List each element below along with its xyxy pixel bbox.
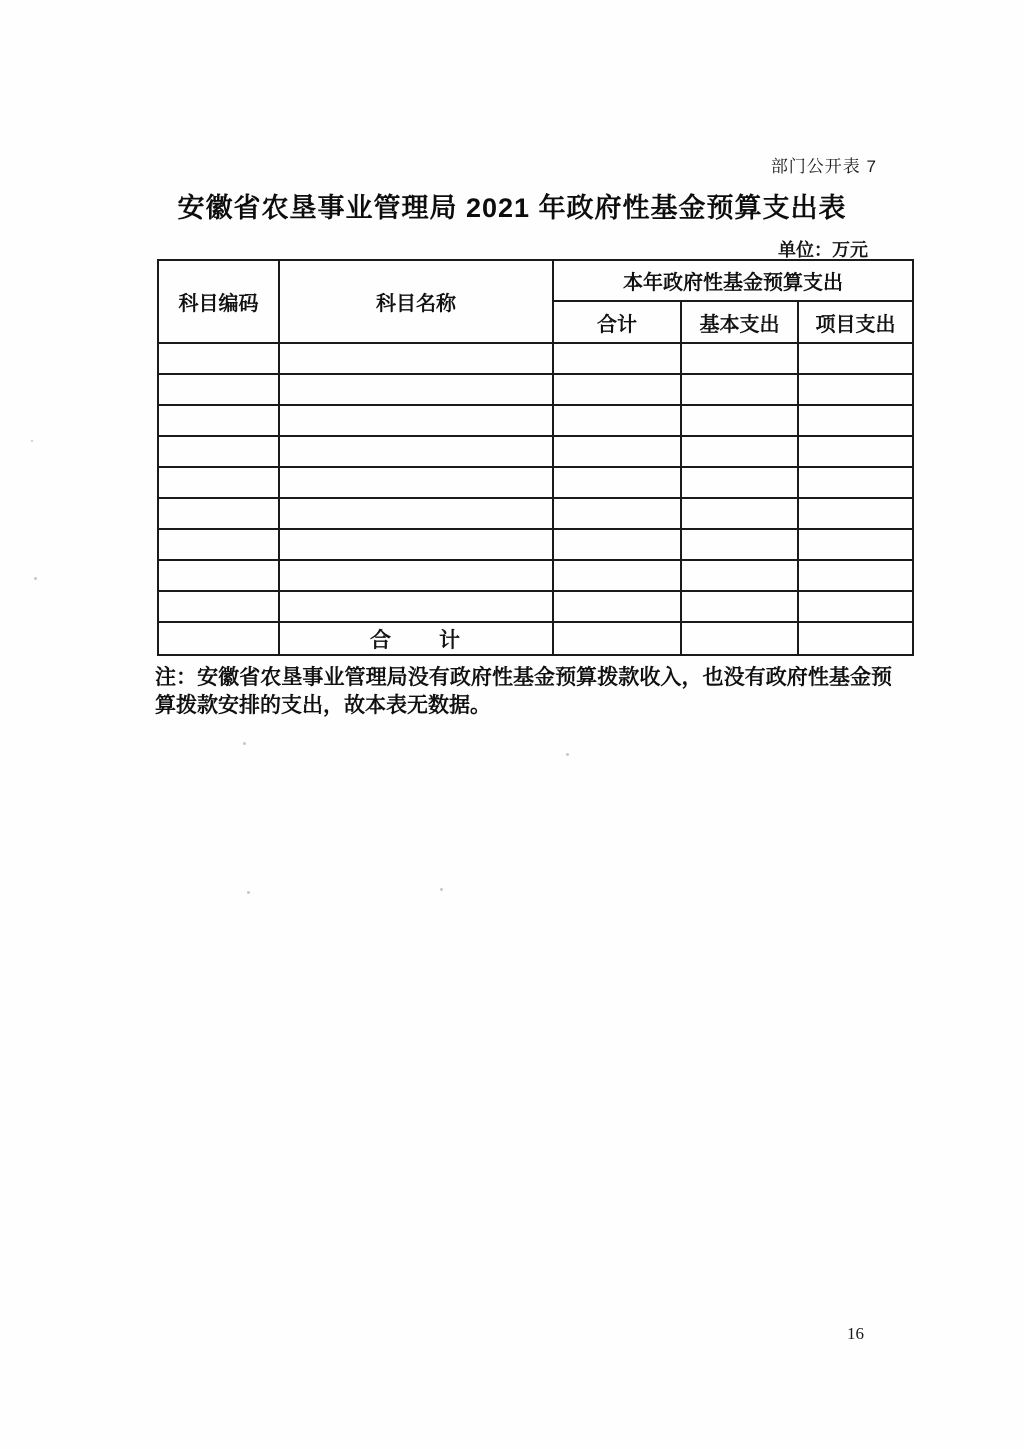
total-row-project-cell — [798, 622, 913, 655]
table-cell — [681, 343, 798, 374]
table-cell — [279, 591, 553, 622]
table-cell — [158, 436, 279, 467]
note-text: 注：安徽省农垦事业管理局没有政府性基金预算拨款收入，也没有政府性基金预算拨款安排的支出，故本表无数据。 — [155, 666, 892, 717]
table-cell — [798, 591, 913, 622]
table-header — [158, 260, 913, 343]
table-cell — [279, 436, 553, 467]
scan-speck — [31, 440, 33, 442]
table-cell — [681, 529, 798, 560]
table-cell — [798, 467, 913, 498]
table-cell — [553, 436, 681, 467]
table-cell — [279, 405, 553, 436]
table-cell — [681, 405, 798, 436]
scan-speck — [34, 577, 37, 580]
table-cell — [158, 405, 279, 436]
col-header-total: 合计 — [553, 301, 681, 343]
table-cell — [279, 374, 553, 405]
table-cell — [279, 560, 553, 591]
table-cell — [681, 436, 798, 467]
table-cell — [279, 467, 553, 498]
col-header-basic-expenditure: 基本支出 — [681, 301, 798, 343]
budget-table — [157, 259, 914, 656]
table-cell — [158, 498, 279, 529]
table-cell — [158, 467, 279, 498]
table-row — [158, 405, 913, 436]
table-cell — [158, 343, 279, 374]
col-header-subject-name: 科目名称 — [279, 260, 553, 343]
total-row-basic-cell — [681, 622, 798, 655]
table-cell — [681, 467, 798, 498]
table-cell — [681, 560, 798, 591]
table-cell — [798, 405, 913, 436]
table-cell — [798, 343, 913, 374]
table-cell — [158, 529, 279, 560]
table-row — [158, 436, 913, 467]
table-cell — [681, 498, 798, 529]
table-cell — [158, 591, 279, 622]
header-row-top — [158, 260, 913, 301]
table-row — [158, 374, 913, 405]
scan-speck — [247, 891, 250, 894]
scan-speck — [243, 742, 246, 745]
scan-speck — [566, 753, 569, 756]
table-cell — [553, 560, 681, 591]
table-cell — [158, 560, 279, 591]
table-cell — [279, 343, 553, 374]
form-number-label: 部门公开表 7 — [770, 157, 877, 176]
table-cell — [798, 560, 913, 591]
table-cell — [553, 374, 681, 405]
total-row — [158, 622, 913, 655]
table-row — [158, 467, 913, 498]
col-header-subject-code: 科目编码 — [158, 260, 279, 343]
table-cell — [553, 591, 681, 622]
scan-speck — [440, 888, 443, 891]
table-row — [158, 591, 913, 622]
table-cell — [798, 529, 913, 560]
col-header-project-expenditure: 项目支出 — [798, 301, 913, 343]
col-header-fund-expenditure-group: 本年政府性基金预算支出 — [553, 260, 913, 301]
table-row — [158, 529, 913, 560]
table-row — [158, 560, 913, 591]
table-cell — [553, 529, 681, 560]
table-cell — [279, 529, 553, 560]
total-row-total-cell — [553, 622, 681, 655]
table-cell — [681, 374, 798, 405]
page-title: 安徽省农垦事业管理局 2021 年政府性基金预算支出表 — [177, 193, 847, 223]
total-row-label: 合 计 — [279, 622, 553, 655]
unit-label: 单位：万元 — [778, 240, 868, 260]
table-row — [158, 343, 913, 374]
table-cell — [158, 374, 279, 405]
table-row — [158, 498, 913, 529]
table-cell — [798, 436, 913, 467]
table-cell — [681, 591, 798, 622]
total-row-code-cell — [158, 622, 279, 655]
table-cell — [798, 498, 913, 529]
table-body — [158, 343, 913, 622]
table-cell — [553, 405, 681, 436]
table-cell — [279, 498, 553, 529]
table-cell — [553, 343, 681, 374]
page-number: 16 — [847, 1324, 864, 1343]
table-cell — [798, 374, 913, 405]
table-cell — [553, 498, 681, 529]
table-cell — [553, 467, 681, 498]
